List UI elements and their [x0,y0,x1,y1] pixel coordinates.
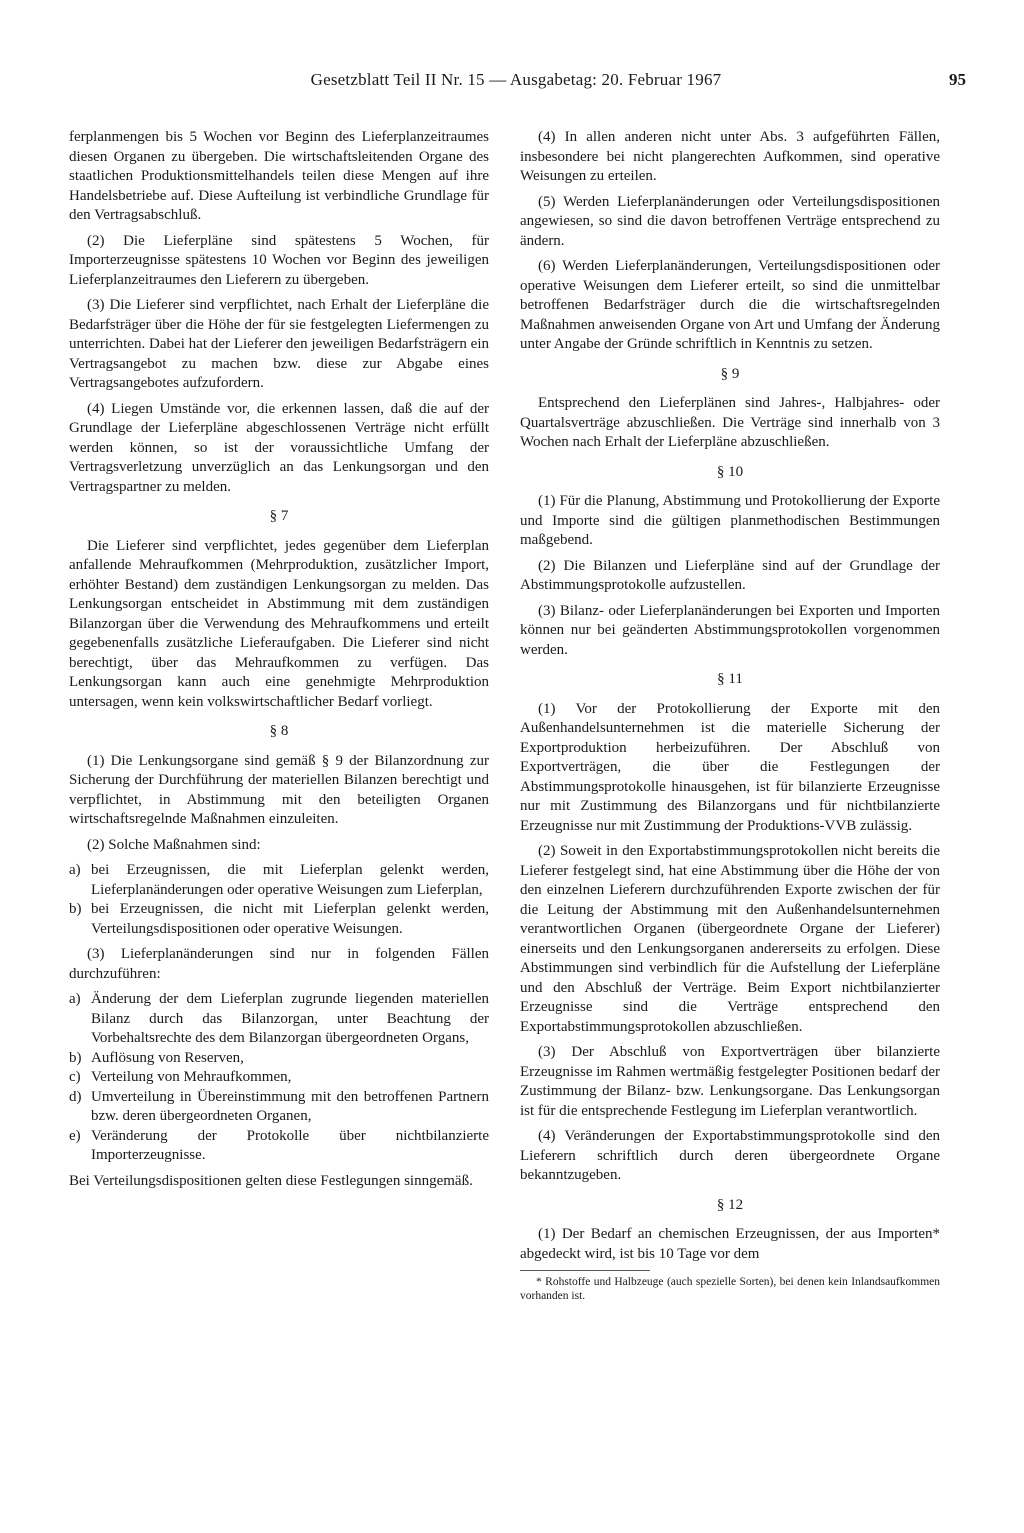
paragraph-8-3: (3) Lieferplanänderungen sind nur in folgenden Fällen durchzuführen: [69,946,489,982]
paragraph-continued: ferplanmengen bis 5 Wochen vor Beginn des Lieferplanzeitraumes diesen Organen zu übergeben. Die wirtschaftsleitenden Organe des staatlichen Produktionsmittelhandels teilen diese Mengen auf ihre Handelsbetriebe auf. Diese Aufteilung ist verbindliche Grundlage für den Vertragsabschluß. [69,129,489,223]
paragraph-8-5: (5) Werden Lieferplanänderungen oder Verteilungsdispositionen angewiesen, so sind die davon betroffenen Verträge entsprechend zu ändern. [520,193,940,249]
paragraph-6-4: (4) Liegen Umstände vor, die erkennen lassen, daß die auf der Grundlage der Lieferpläne abgeschlossenen Verträge nicht erfüllt werden können, so ist der voraussichtliche Umfang der Vertragsverletzung unverzüglich an das Lenkungsorgan und den Vertragspartner zu melden. [69,400,489,495]
section-8-title: § 8 [269,723,289,739]
list-text: Änderung der dem Lieferplan zugrunde liegenden materiellen Bilanz durch das Bilanzorgan, unter Beachtung der Vorbehaltsrechte des dem Bilanzorgan übergeordneten Organs, [91,991,489,1046]
list-marker: b) [69,1049,82,1066]
list-item [69,1049,489,1069]
paragraph-8-closing: Bei Verteilungsdispositionen gelten diese Festlegungen sinngemäß. [69,1172,473,1189]
paragraph-6-2: (2) Die Lieferpläne sind spätestens 5 Wochen, für Importerzeugnisse spätestens 10 Wochen vor Beginn des jeweiligen Lieferplanzeitraumes den Lieferern zu übergeben. [69,232,489,288]
list-marker: c) [69,1069,81,1085]
section-12-title: § 12 [716,1196,744,1213]
measures-list [69,861,489,939]
paragraph-8-1: (1) Die Lenkungsorgane sind gemäß § 9 der Bilanzordnung zur Sicherung der Durchführung der materiellen Bilanzen berechtigt und verpflichtet, in Abstimmung mit den beteiligten Organen wirtschaftsregelnde Maßnahmen einzuleiten. [69,752,489,827]
paragraph-10-1: (1) Für die Planung, Abstimmung und Protokollierung der Exporte und Importe sind die gültigen planmethodischen Bestimmungen maßgebend. [520,493,940,548]
list-marker: d) [69,1088,82,1105]
list-text: Auflösung von Reserven, [91,1049,244,1066]
paragraph-11-3: (3) Der Abschluß von Exportverträgen über bilanzierte Erzeugnisse im Rahmen wertmäßig festgelegter Positionen bedarf der Zustimmung der Bilanz- bzw. Lenkungsorgane. Das Lenkungsorgan ist für die entsprechende Festlegung im Lieferplan verantwortlich. [520,1044,940,1119]
list-text: bei Erzeugnissen, die nicht mit Lieferplan gelenkt werden, Verteilungsdispositionen oder operative Weisungen. [91,901,489,937]
section-11-title: § 11 [717,671,743,687]
section-10-title: § 10 [716,463,744,480]
header-title: Gesetzblatt Teil II Nr. 15 — Ausgabetag: 20. Februar 1967 [310,70,722,89]
footnote-divider [520,1270,650,1271]
section-9-title: § 9 [720,365,740,382]
section-7-paragraph: Die Lieferer sind verpflichtet, jedes gegenüber dem Lieferplan anfallende Mehraufkommen (Mehrproduktion, zusätzlicher Import, erhöhter Bestand) dem zuständigen Lenkungsorgan zu melden. Das Lenkungsorgan entscheidet in Abstimmung mit dem zuständigen Bilanzorgan über die Verwendung des Mehraufkommens und erteilt gegebenenfalls zusätzliche Lieferaufgaben. Die Lieferer sind nicht berechtigt, über das Mehraufkommen zu verfügen. Das Lenkungsorgan kann auch eine genehmigte Mehrproduktion untersagen, wenn kein volkswirtschaftlicher Bedarf vorliegt. [69,537,489,710]
paragraph-10-2: (2) Die Bilanzen und Lieferpläne sind auf der Grundlage der Abstimmungsprotokolle aufzustellen. [520,557,940,593]
list-marker: a) [69,991,81,1007]
section-7-title: § 7 [269,508,289,524]
paragraph-6-3: (3) Die Lieferer sind verpflichtet, nach Erhalt der Lieferpläne die Bedarfsträger über die Höhe der für sie festgelegten Liefermengen zu unterrichten. Dabei hat der Lieferer den jeweiligen Bedarfsträgern ein Vertragsangebot zu machen bzw. diese zur Abgabe eines Vertragsangebotes aufzufordern. [69,297,489,391]
paragraph-11-4: (4) Veränderungen der Exportabstimmungsprotokolle sind den Lieferern schriftlich durch deren übergeordnete Organe bekanntzugeben. [520,1128,940,1183]
paragraph-12-1: (1) Der Bedarf an chemischen Erzeugnissen, der aus Importen* abgedeckt wird, ist bis 10 Tage vor dem [520,1226,940,1262]
footnote: * Rohstoffe und Halbzeuge (auch spezielle Sorten), bei denen kein Inlandsaufkommen vorhanden ist. [520,1276,940,1302]
page-number: 95 [949,70,966,89]
list-marker: e) [69,1127,81,1144]
paragraph-8-4: (4) In allen anderen nicht unter Abs. 3 aufgeführten Fällen, insbesondere bei nicht plangerechten Aufkommen, sind operative Weisungen zu erteilen. [520,129,940,184]
list-item [69,861,489,900]
section-9-paragraph: Entsprechend den Lieferplänen sind Jahres-, Halbjahres- oder Quartalsverträge abzuschließen. Die Verträge sind innerhalb von 3 Wochen nach Erhalt der Lieferpläne abzuschließen. [520,395,940,450]
list-text: Veränderung der Protokolle über nichtbilanzierte Importerzeugnisse. [91,1127,489,1163]
list-item [69,1127,489,1166]
list-item [69,1088,489,1127]
list-text: Verteilung von Mehraufkommen, [91,1069,292,1085]
paragraph-10-3: (3) Bilanz- oder Lieferplanänderungen bei Exporten und Importen können nur bei geänderten Abstimmungsprotokollen vorgenommen werden. [520,602,940,658]
paragraph-8-2: (2) Solche Maßnahmen sind: [87,836,261,853]
left-column [69,128,489,1197]
paragraph-11-2: (2) Soweit in den Exportabstimmungsprotokollen nicht bereits die Lieferer festgelegt sind, hat eine Abstimmung über die Höhe der von den einzelnen Lieferern durchzuführenden Exporte zwischen der für die Leitung der Abstimmung mit den Außenhandelsunternehmen verantwortlichen Organen (übergeordnete Organe der Lieferer) einerseits und den Lenkungsorganen andererseits zu erfolgen. Diese Abstimmungen sind verbindlich für die Aufstellung der Lieferpläne und den Abschluß der Verträge. Beim Export nichtbilanzierter Erzeugnisse sind die Verträge entsprechend den Exportabstimmungsprotokollen abzuschließen. [520,843,940,1035]
list-item [69,900,489,939]
list-text: Umverteilung in Übereinstimmung mit den betroffenen Partnern bzw. deren übergeordneten Organen, [91,1088,489,1124]
list-item [69,1068,489,1088]
list-marker: b) [69,901,82,917]
list-text: bei Erzeugnissen, die mit Lieferplan gelenkt werden, Lieferplanänderungen oder operative Weisungen zum Lieferplan, [91,862,489,898]
list-item [69,990,489,1049]
paragraph-11-1: (1) Vor der Protokollierung der Exporte mit den Außenhandelsunternehmen ist die materielle Sicherung der Exportproduktion herbeizuführen. Der Abschluß von Exportverträgen, die über die Festlegungen der Abstimmungsprotokolle hinausgehen, ist für bilanzierte Erzeugnisse nur mit Zustimmung des Bilanzorgans und für nichtbilanzierte Erzeugnisse nur mit Zustimmung der Produktions-VVB zulässig. [520,700,940,834]
right-column [520,128,940,1303]
page-header [66,70,966,98]
changes-list [69,990,489,1166]
list-marker: a) [69,862,81,878]
paragraph-8-6: (6) Werden Lieferplanänderungen, Verteilungsdispositionen oder operative Weisungen dem Lieferer erteilt, so sind die unmittelbar betroffenen Bedarfsträger durch die die wirtschaftsregelnden Maßnahmen anweisenden Organe von Art und Umfang der Änderung unter Angabe der Gründe schriftlich in Kenntnis zu setzen. [520,258,940,352]
